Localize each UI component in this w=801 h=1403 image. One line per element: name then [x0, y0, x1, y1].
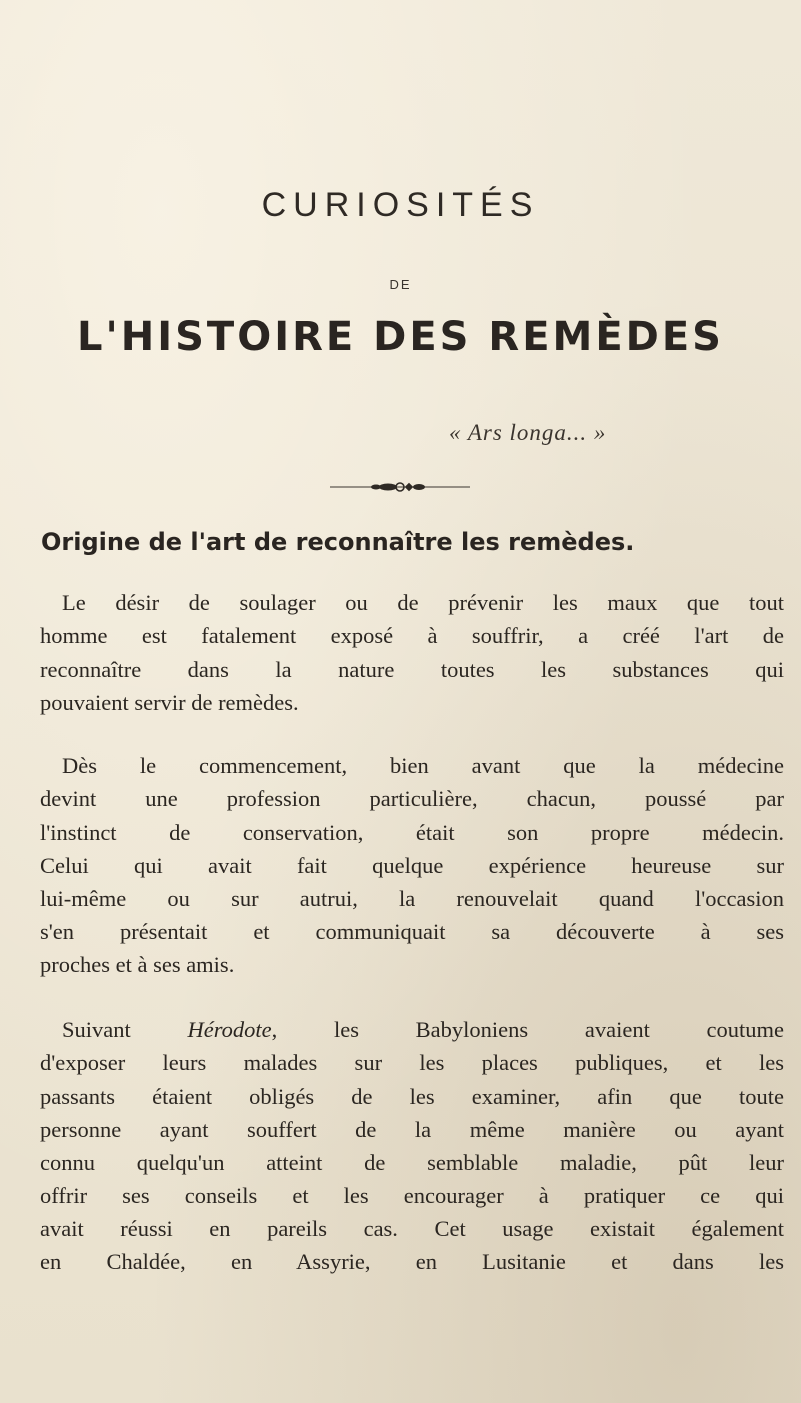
title-histoire-des-remedes: L'HISTOIRE DES REMÈDES: [77, 314, 724, 360]
paragraph-line: connu quelqu'un atteint de semblable maladie, pût leur: [40, 1150, 784, 1175]
paragraph-line: devint une profession particulière, chacun, poussé par: [40, 786, 784, 811]
paragraph-line: offrir ses conseils et les encourager à pratiquer ce qui: [40, 1183, 784, 1208]
paragraph-line: proches et à ses amis.: [40, 952, 235, 977]
paragraph-line: en Chaldée, en Assyrie, en Lusitanie et dans les: [40, 1249, 784, 1274]
paragraph-line: Le désir de soulager ou de prévenir les maux que tout: [62, 590, 784, 615]
paragraph-line: passants étaient obligés de les examiner, afin que toute: [40, 1084, 784, 1109]
title-de: DE: [389, 277, 412, 292]
paragraph-line: lui-même ou sur autrui, la renouvelait quand l'occasion: [40, 886, 784, 911]
title-curiosites: CURIOSITÉS: [261, 186, 540, 224]
section-heading: Origine de l'art de reconnaître les remèdes.: [41, 528, 635, 556]
paragraph-line: s'en présentait et communiquait sa découverte à ses: [40, 919, 784, 944]
paragraph-line: avait réussi en pareils cas. Cet usage existait également: [40, 1216, 784, 1241]
paragraph-line: reconnaître dans la nature toutes les substances qui: [40, 657, 784, 682]
paragraph-line: personne ayant souffert de la même manière ou ayant: [40, 1117, 784, 1142]
fleuron-ornament: [330, 480, 470, 494]
paragraph-line: Celui qui avait fait quelque expérience heureuse sur: [40, 853, 784, 878]
paragraph-line: l'instinct de conservation, était son propre médecin.: [40, 820, 784, 845]
motto-ars-longa: « Ars longa... »: [449, 420, 607, 445]
paragraph-line: pouvaient servir de remèdes.: [40, 690, 299, 715]
paragraph-line-herodote: Suivant Hérodote, les Babyloniens avaient coutume: [62, 1017, 784, 1042]
paragraph-line: homme est fatalement exposé à souffrir, a créé l'art de: [40, 623, 784, 648]
paragraph-line: Dès le commencement, bien avant que la médecine: [62, 753, 784, 778]
paragraph-line: d'exposer leurs malades sur les places publiques, et les: [40, 1050, 784, 1075]
herodote-italic: Hérodote: [187, 1017, 272, 1042]
